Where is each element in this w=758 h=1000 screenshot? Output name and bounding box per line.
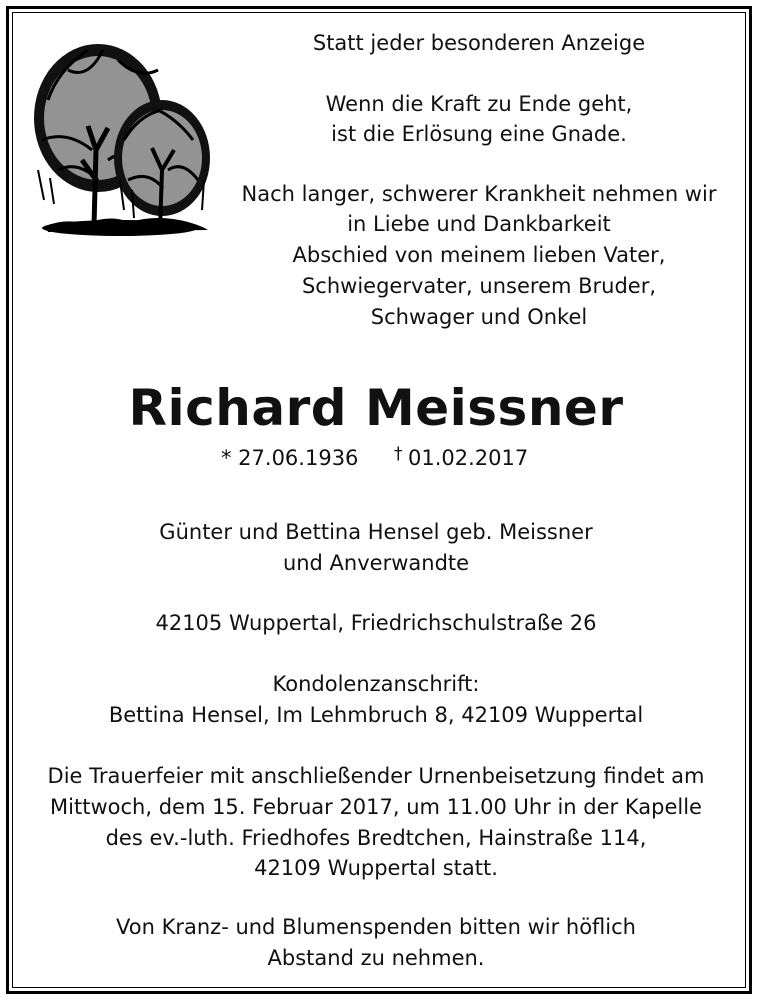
birth-date: * 27.06.1936: [221, 446, 359, 470]
family-names: Günter und Bettina Hensel geb. Meissner: [159, 520, 593, 544]
message-line-5: Schwager und Onkel: [370, 305, 588, 329]
verse-line-2: ist die Erlösung eine Gnade.: [331, 122, 627, 146]
funeral-line-2: Mittwoch, dem 15. Februar 2017, um 11.00 Uhr in der Kapelle: [50, 795, 702, 819]
condolence-address: Bettina Hensel, Im Lehmbruch 8, 42109 Wuppertal: [108, 703, 644, 727]
deceased-name: Richard Meissner: [128, 379, 624, 437]
family-address: 42105 Wuppertal, Friedrichschulstraße 26: [155, 611, 597, 635]
funeral-line-3: des ev.-luth. Friedhofes Bredtchen, Hainstraße 114,: [105, 826, 647, 850]
message-line-1: Nach langer, schwerer Krankheit nehmen wir: [241, 182, 717, 206]
death-date: 01.02.2017: [408, 446, 529, 470]
willow-trees-icon: [28, 30, 214, 242]
family-relatives: und Anverwandte: [282, 551, 470, 575]
closing-line-2: Abstand zu nehmen.: [267, 946, 485, 970]
message-line-3: Abschied von meinem lieben Vater,: [292, 243, 666, 267]
verse-line-1: Wenn die Kraft zu Ende geht,: [325, 92, 633, 116]
death-cross-icon: †: [394, 444, 403, 464]
heading-text: Statt jeder besonderen Anzeige: [312, 31, 646, 55]
funeral-line-1: Die Trauerfeier mit anschließender Urnenbeisetzung findet am: [47, 764, 705, 788]
message-line-2: in Liebe und Dankbarkeit: [347, 212, 611, 236]
condolence-label: Kondolenzanschrift:: [272, 672, 480, 696]
funeral-line-4: 42109 Wuppertal statt.: [254, 856, 498, 880]
closing-line-1: Von Kranz- und Blumenspenden bitten wir höflich: [116, 915, 636, 939]
message-line-4: Schwiegervater, unserem Bruder,: [301, 274, 657, 298]
